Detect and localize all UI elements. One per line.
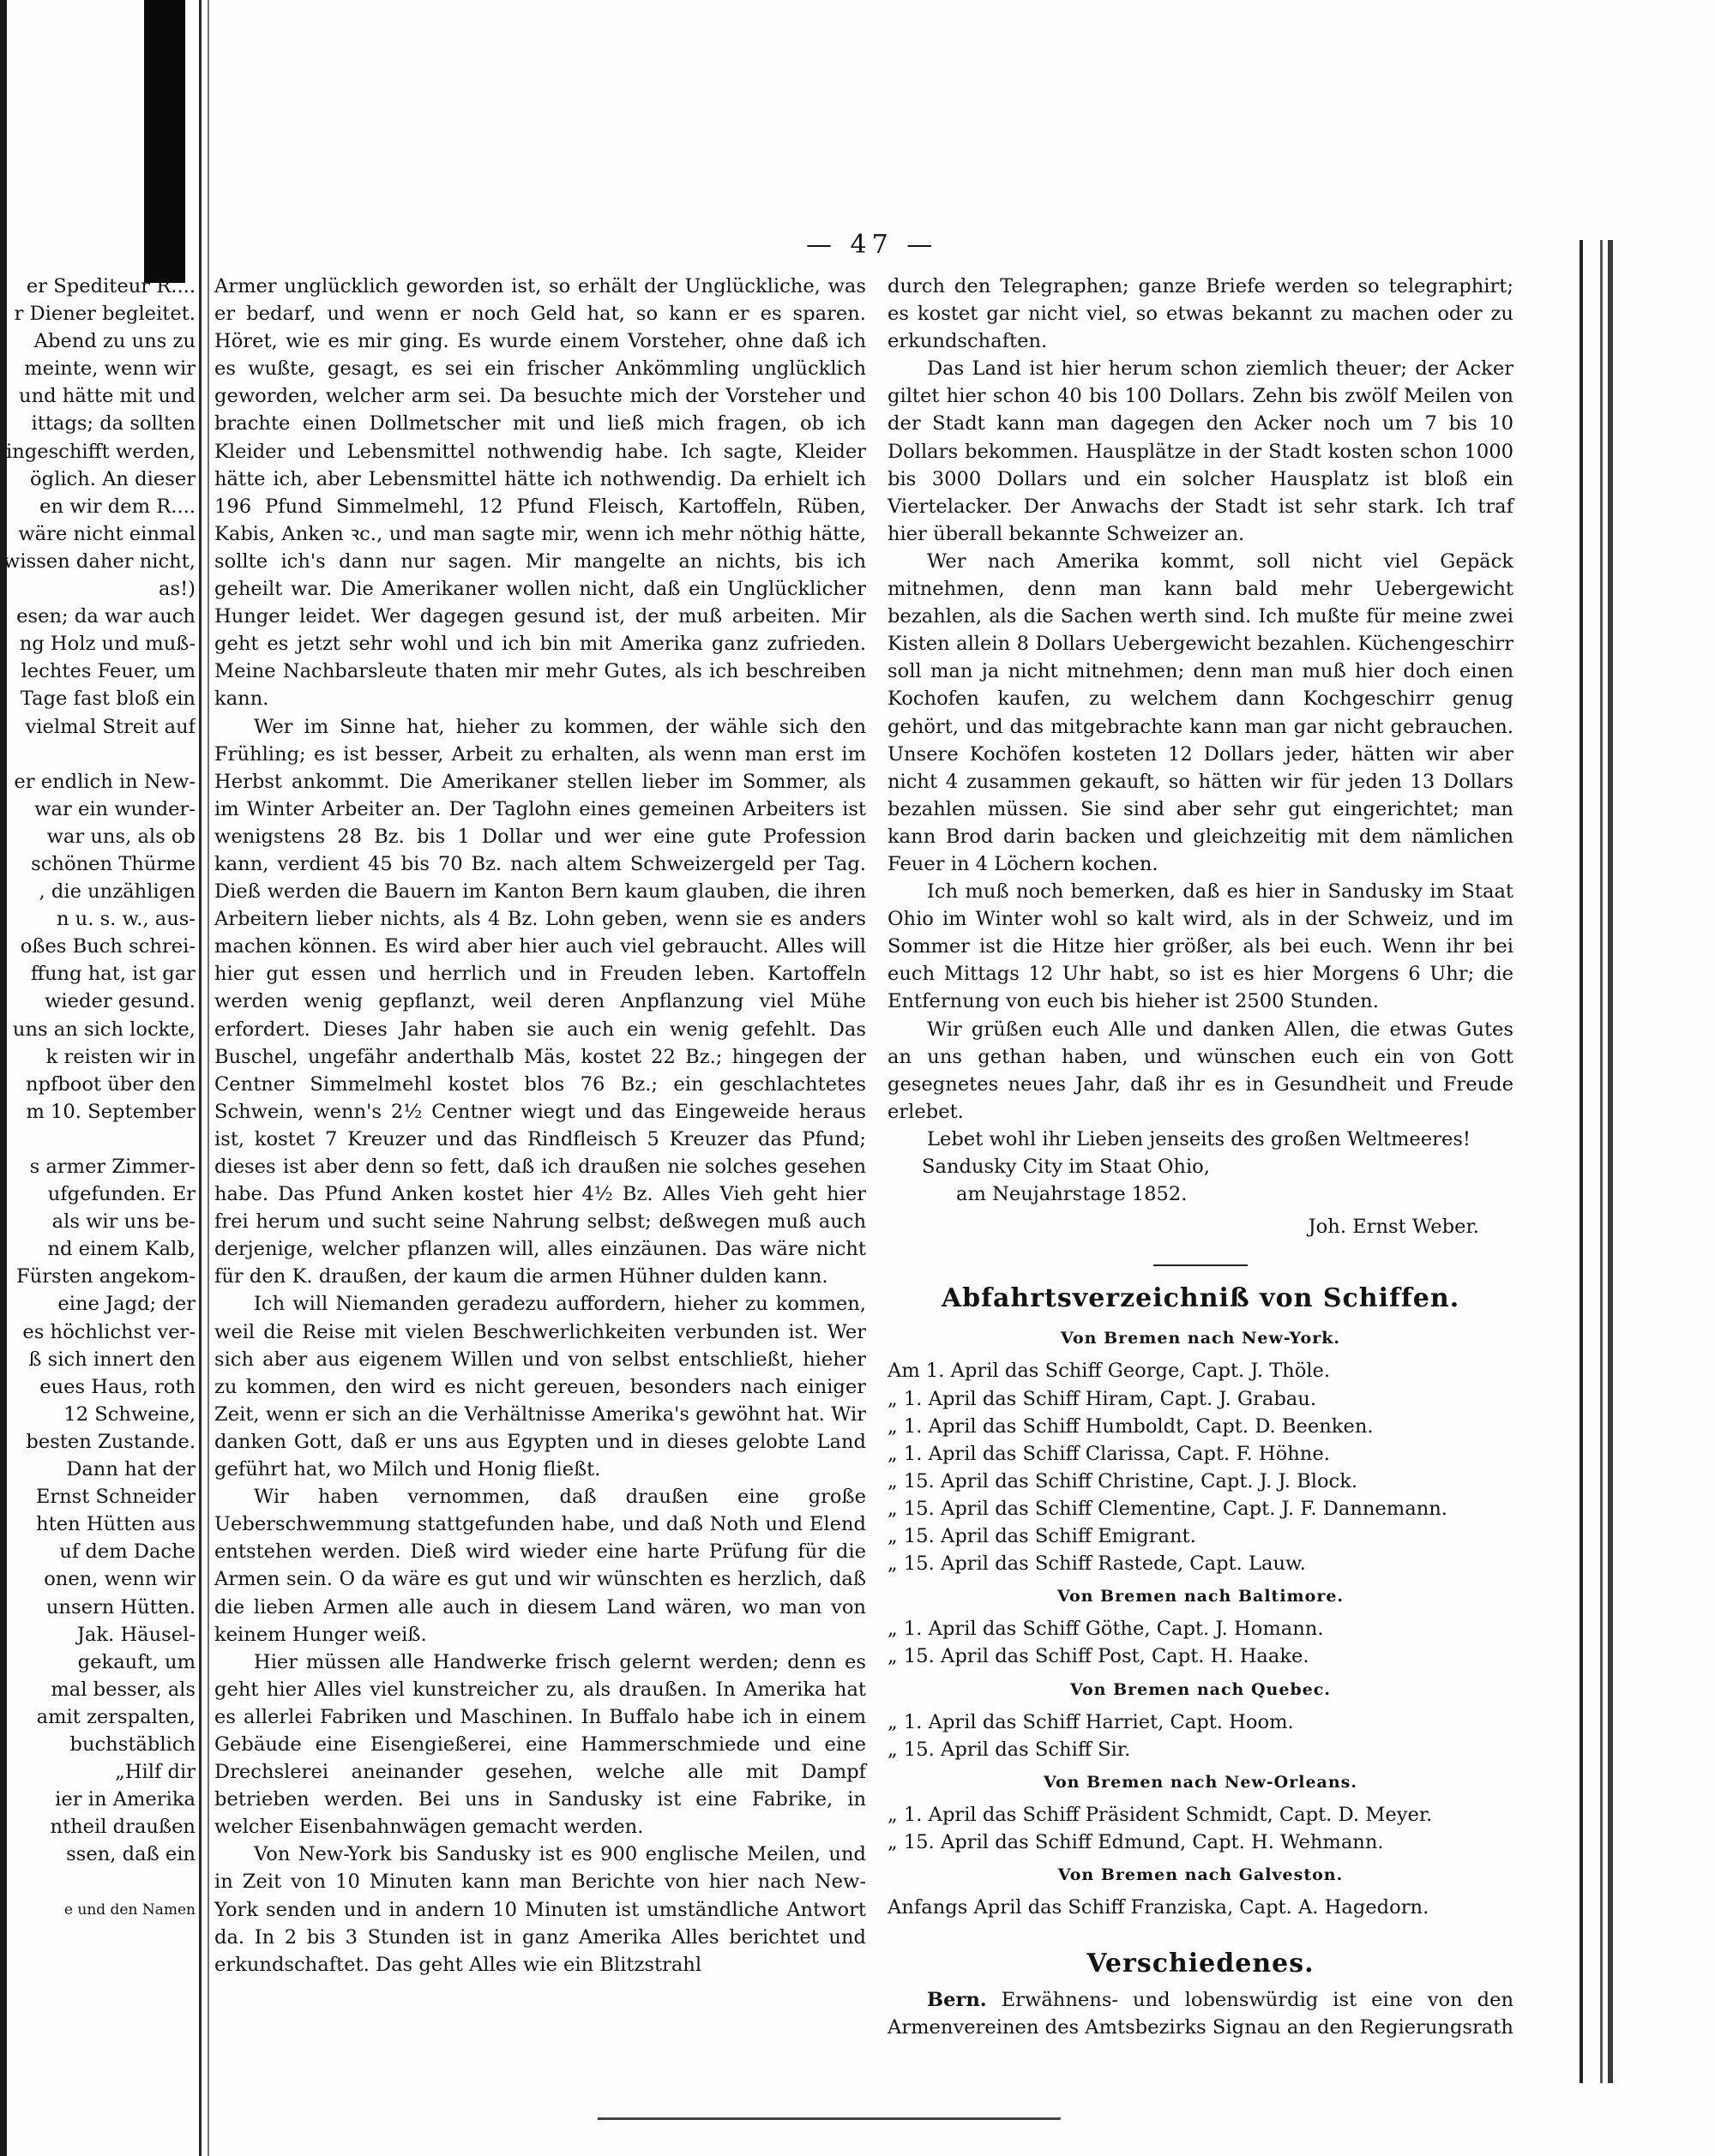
fragment-line: öglich. An dieser — [30, 467, 196, 490]
fragment-line: ufgefunden. Er — [47, 1183, 196, 1206]
fragment-line — [0, 1868, 196, 1895]
ship-entry: „ 15. April das Schiff Post, Capt. H. Haake. — [888, 1645, 1309, 1668]
paragraph: Lebet wohl ihr Lieben jenseits des großen Weltmeeres! — [927, 1127, 1471, 1150]
fragment-line: n u. s. w., aus- — [56, 908, 196, 931]
fragment-line: Ernst Schneider — [35, 1486, 196, 1509]
fragment-line — [0, 1126, 196, 1153]
signature-name: Joh. Ernst Weber. — [1308, 1216, 1479, 1239]
fragment-line: Dann hat der — [66, 1458, 196, 1481]
fragment-line: als wir uns be- — [51, 1210, 196, 1234]
fragment-line: npfboot über den — [25, 1072, 196, 1096]
paragraph: Wir haben vernommen, daß draußen eine große Ueberschwemmung stattgefunden habe, und daß Noth und Elend entstehen werden. Dieß wird wieder eine harte Prüfung für die Armen sein. O da wäre es gut und wir wünschten es herzlich, daß die lieben Armen alle auch in diesem Land wären, wo man von keinem Hunger weiß. — [214, 1486, 866, 1646]
ship-entry: „ 15. April das Schiff Rastede, Capt. Lauw. — [888, 1552, 1306, 1576]
paragraph: Das Land ist hier herum schon ziemlich theuer; der Acker giltet hier schon 40 bis 100 Dollars. Zehn bis zwölf Meilen von der Stadt kann man dagegen den Acker noch um 7 bis 10 Dollars bekommen. Hausplätze in der Stadt kosten schon 1000 bis 3000 Dollars und ein solcher Hausplatz ist bloß ein Viertelacker. Der Anwachs der Stadt ist sehr stark. Ich traf hier überall bekannte Schweizer an. — [888, 357, 1513, 545]
ship-entry: „ 1. April das Schiff Hiram, Capt. J. Grabau. — [888, 1387, 1316, 1410]
fragment-line: e und den Namen — [63, 1901, 196, 1919]
ship-entry: „ 1. April das Schiff Humboldt, Capt. D. Beenken. — [888, 1414, 1374, 1438]
route-heading: Von Bremen nach New-York. — [1061, 1329, 1340, 1348]
fragment-line: meinte, wenn wir — [24, 357, 196, 381]
paragraph: Von New-York bis Sandusky ist es 900 englische Meilen, und in Zeit von 10 Minuten kann man Berichte von hier nach New-York senden und in andern 10 Minuten ist umständliche Antwort da. In 2 bis 3 Stunden ist in ganz Amerika Alles berichtet und erkundschaftet. Das geht Alles wie ein Blitzstrahl — [214, 1843, 866, 1976]
misc-paragraph — [888, 1986, 1513, 2041]
page-fold-line-inner — [208, 0, 209, 2156]
paragraph: Wir grüßen euch Alle und danken Allen, die etwas Gutes an uns gethan haben, und wünschen euch ein von Gott gesegnetes neues Jahr, daß ihr es in Gesundheit und Freude erlebet. — [888, 1018, 1513, 1123]
ship-entry: „ 1. April das Schiff Göthe, Capt. J. Homann. — [888, 1618, 1324, 1641]
column-left — [214, 273, 866, 1979]
fragment-line: esen; da war auch — [16, 605, 196, 628]
fragment-line: , die unzähligen — [39, 880, 196, 904]
fragment-line: unsern Hütten. — [45, 1595, 196, 1619]
fragment-line: Tage fast bloß ein — [20, 688, 196, 711]
fragment-line: oßes Buch schrei- — [20, 935, 196, 958]
route-heading: Von Bremen nach Galveston. — [1057, 1865, 1344, 1885]
fragment-line: er endlich in New- — [14, 770, 196, 793]
paragraph: Hier müssen alle Handwerke frisch gelernt werden; denn es geht hier Alles viel kunstreicher zu, als draußen. In Amerika hat es allerlei Fabriken und Maschinen. In Buffalo habe ich in einem Gebäude eine Eisengießerei, eine Hammerschmiede und eine Drechslerei aneinander gesehen, welche alle mit Dampf betrieben werden. Bei uns in Sandusky ist eine Fabrike, in welcher Eisenbahnwägen gemacht werden. — [214, 1650, 866, 1839]
fragment-line: buchstäblich — [69, 1733, 196, 1756]
ship-entry: „ 1. April das Schiff Harriet, Capt. Hoom. — [888, 1710, 1294, 1733]
signature-place: Sandusky City im Staat Ohio, — [922, 1156, 1210, 1178]
paragraph: durch den Telegraphen; ganze Briefe werden so telegraphirt; es kostet gar nicht viel, so etwas bekannt zu machen oder zu erkundschaften. — [888, 275, 1513, 353]
fragment-line — [0, 741, 196, 768]
left-page-fragment — [0, 273, 196, 1924]
column-right — [888, 273, 1513, 2042]
fragment-line: r Diener begleitet. — [14, 303, 196, 326]
page-number: — 47 — — [806, 230, 938, 260]
fragment-line: Fürsten angekom- — [15, 1265, 196, 1288]
bottom-scrawl-mark — [597, 2092, 1066, 2120]
fragment-line: s armer Zimmer- — [29, 1156, 196, 1178]
ship-entry: „ 1. April das Schiff Präsident Schmidt, Capt. D. Meyer. — [888, 1803, 1433, 1826]
book-spine — [144, 0, 185, 283]
fragment-line: as!) — [159, 578, 196, 601]
fragment-line: „Hilf dir — [115, 1761, 196, 1784]
page-fold-line — [199, 0, 202, 2156]
fragment-line: m 10. September — [26, 1100, 196, 1123]
ship-entry: „ 15. April das Schiff Clementine, Capt. J. F. Dannemann. — [888, 1497, 1447, 1520]
fragment-line: ng Holz und muß- — [19, 633, 196, 656]
page-right-edge-shadow — [1608, 240, 1613, 2083]
fragment-line: wäre nicht einmal — [18, 522, 196, 545]
fragment-line: war ein wunder- — [34, 797, 196, 820]
ship-entry: Am 1. April das Schiff George, Capt. J. Thöle. — [888, 1360, 1331, 1383]
section-divider — [1153, 1264, 1248, 1266]
fragment-line: gekauft, um — [77, 1650, 196, 1673]
fragment-line: ingeschifft werden, — [5, 440, 196, 463]
misc-text: Erwähnens- und lobenswürdig ist eine von den Armenvereinen des Amtsbezirks Signau an den Regierungsrath — [888, 1989, 1514, 2039]
fragment-line: ffung hat, ist gar — [30, 963, 196, 986]
fragment-line: en wir dem R.... — [39, 495, 196, 518]
fragment-line: er Spediteur R.... — [26, 275, 196, 297]
fragment-line: uns an sich lockte, — [12, 1018, 196, 1041]
route-heading: Von Bremen nach Baltimore. — [1056, 1587, 1345, 1606]
route-heading: Von Bremen nach Quebec. — [1069, 1679, 1331, 1699]
fragment-line: 12 Schweine, — [63, 1402, 196, 1426]
signature-date: am Neujahrstage 1852. — [956, 1183, 1188, 1206]
paragraph: Wer nach Amerika kommt, soll nicht viel Gepäck mitnehmen, denn man kann bald mehr Uebergewicht bezahlen, als die Sachen werth sind. Ich mußte für meine zwei Kisten allein 8 Dollars Uebergewicht bezahlen. Küchengeschirr soll man ja nicht mitnehmen; denn man muß hier doch einen Kochofen kaufen, zu welchem dann Kochgeschirr genug gehört, und das mitgebrachte kann man gar nicht gebrauchen. Unsere Kochöfen kosteten 12 Dollars jeder, hätten wir aber nicht 4 zusammen gekauft, so hätten wir für jeden 13 Dollars bezahlen müssen. Sie sind aber sehr gut eingerichtet; man kann Brod darin backen und gleichzeitig mit dem nämlichen Feuer in 4 Löchern kochen. — [888, 550, 1513, 875]
fragment-line: nd einem Kalb, — [47, 1238, 196, 1261]
ship-entry: „ 1. April das Schiff Clarissa, Capt. F. Höhne. — [888, 1442, 1330, 1465]
departures-title: Abfahrtsverzeichniß von Schiffen. — [941, 1283, 1460, 1314]
fragment-line: wieder gesund. — [45, 990, 196, 1013]
fragment-line: besten Zustande. — [26, 1430, 196, 1453]
fragment-line: hten Hütten aus — [36, 1513, 196, 1536]
fragment-line: vielmal Streit auf — [25, 715, 196, 738]
ship-entry: „ 15. April das Schiff Sir. — [888, 1738, 1131, 1761]
paragraph: Wer im Sinne hat, hieher zu kommen, der wähle sich den Frühling; es ist besser, Arbeit zu erhalten, als wenn man erst im Herbst ankommt. Die Amerikaner stellen lieber im Sommer, als im Winter Arbeiter an. Der Taglohn eines gemeinen Arbeiters ist wenigstens 28 Bz. bis 1 Dollar und wer eine gute Profession kann, verdient 45 bis 70 Bz. nach altem Schweizergeld per Tag. Dieß werden die Bauern im Kanton Bern kaum glauben, die ihren Arbeitern lieber nichts, als 4 Bz. Lohn geben, wenn sie es anders machen können. Es wird aber hier auch viel gebraucht. Alles will hier gut essen und herrlich und in Freuden leben. Kartoffeln werden wenig gepflanzt, weil deren Anpflanzung viel Mühe erfordert. Dieses Jahr haben sie auch ein wenig gefehlt. Das Buschel, ungefähr anderthalb Mäs, kostet 22 Bz.; hingegen der Centner Simmelmehl kostet blos 76 Bz.; ein geschlachtetes Schwein, wenn's 2½ Centner wiegt und das Eingeweide heraus ist, kostet 7 Kreuzer und das Rindfleisch 5 Kreuzer das Pfund; dieses ist aber denn so fett, daß ich draußen nie solches gesehen habe. Das Pfund Anken kostet hier 4½ Bz. Alles Vieh geht hier frei herum und sucht seine Nahrung selbst; deßwegen muß auch derjenige, welcher pflanzen will, alles einzäunen. Das wäre nicht für den K. draußen, der kaum die armen Hühner dulden kann. — [214, 715, 866, 1288]
fragment-line: wissen daher nicht, — [3, 550, 196, 573]
ship-entry: Anfangs April das Schiff Franziska, Capt. A. Hagedorn. — [888, 1896, 1429, 1919]
fragment-line: ier in Amerika — [55, 1788, 196, 1811]
fragment-line: onen, wenn wir — [44, 1568, 196, 1591]
fragment-line: Jak. Häusel- — [76, 1623, 196, 1646]
paragraph: Armer unglücklich geworden ist, so erhält der Unglückliche, was er bedarf, und wenn er noch Geld hat, so kann er es sparen. Höret, wie es mir ging. Es wurde einem Vorsteher, ohne daß ich es wußte, gesagt, es sei ein frischer Ankömmling unglücklich geworden, welcher arm sei. Da besuchte mich der Vorsteher und brachte einen Dollmetscher mit und ließ mich fragen, ob ich Kleider und Lebensmittel nothwendig habe. Ich sagte, Kleider hätte ich, aber Lebensmittel hätte ich nothwendig. Da erhielt ich 196 Pfund Simmelmehl, 12 Pfund Fleisch, Kartoffeln, Rüben, Kabis, Anken ꝛc., und man sagte mir, wenn ich mehr nöthig hätte, sollte ich's dann nur sagen. Mir mangelte an nichts, bis ich geheilt war. Die Amerikaner wollen nicht, daß ein Unglücklicher Hunger leidet. Wer dagegen gesund ist, der muß arbeiten. Mir geht es jetzt sehr wohl und ich bin mit Amerika ganz zufrieden. Meine Nachbarsleute thaten mir mehr Gutes, als ich beschreiben kann. — [214, 275, 866, 711]
fragment-line: Abend zu uns zu — [33, 330, 196, 353]
route-heading: Von Bremen nach New-Orleans. — [1043, 1772, 1357, 1792]
fragment-line: mal besser, als — [51, 1678, 196, 1701]
fragment-line: lechtes Feuer, um — [21, 660, 196, 683]
fragment-line: und hätte mit und — [19, 385, 196, 408]
ship-entry: „ 15. April das Schiff Emigrant. — [888, 1525, 1196, 1548]
fragment-line: ssen, daß ein — [66, 1843, 196, 1866]
fragment-line: amit zerspalten, — [36, 1705, 196, 1728]
ship-entry: „ 15. April das Schiff Christine, Capt. J. J. Block. — [888, 1469, 1358, 1492]
fragment-line: schönen Thürme — [31, 852, 196, 875]
fragment-line: ittags; da sollten — [31, 412, 196, 435]
paragraph: Ich will Niemanden geradezu auffordern, hieher zu kommen, weil die Reise mit vielen Beschwerlichkeiten verbunden ist. Wer sich aber aus eigenem Willen und von selbst entschließt, hieher zu kommen, den wird es nicht gereuen, besonders nach einiger Zeit, wenn er sich an die Verhältnisse Amerika's gewöhnt hat. Wir danken Gott, daß er uns aus Egypten und in dieses gelobte Land geführt hat, wo Milch und Honig fließt. — [214, 1293, 866, 1481]
paragraph: Ich muß noch bemerken, daß es hier in Sandusky im Staat Ohio im Winter wohl so kalt wird, als in der Schweiz, und im Sommer ist die Hitze hier größer, als bei euch. Wenn ihr bei euch Mittags 12 Uhr habt, so ist es hier Morgens 6 Uhr; die Entfernung von euch bis hieher ist 2500 Stunden. — [888, 880, 1513, 1013]
fragment-line: eues Haus, roth — [39, 1375, 196, 1398]
misc-lead: Bern. — [927, 1989, 987, 2012]
fragment-line: es höchlichst ver- — [22, 1320, 196, 1343]
fragment-line: ntheil draußen — [50, 1816, 196, 1839]
ship-entry: „ 15. April das Schiff Edmund, Capt. H. Wehmann. — [888, 1830, 1384, 1853]
fragment-line: uf dem Dache — [59, 1540, 196, 1564]
page-right-edge — [1580, 240, 1603, 2083]
fragment-line: k reisten wir in — [45, 1045, 196, 1068]
fragment-line: war uns, als ob — [46, 825, 196, 848]
fragment-line: ß sich innert den — [28, 1348, 196, 1371]
misc-title: Verschiedenes. — [1086, 1949, 1315, 1979]
fragment-line: eine Jagd; der — [57, 1293, 196, 1316]
